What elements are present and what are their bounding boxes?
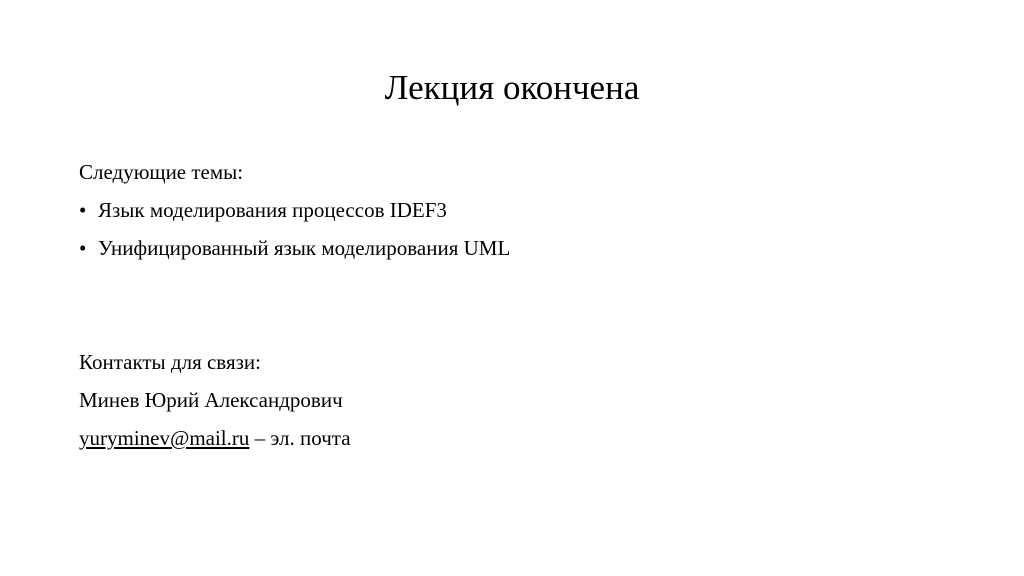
slide-title: Лекция окончена bbox=[384, 68, 640, 107]
slide-body bbox=[79, 153, 979, 457]
section-spacer bbox=[79, 267, 979, 343]
topic-item bbox=[79, 229, 979, 267]
next-topics-heading: Следующие темы: bbox=[79, 160, 244, 184]
contacts-heading: Контакты для связи: bbox=[79, 350, 261, 374]
topic-item-label: Унифицированный язык моделирования UML bbox=[98, 236, 511, 260]
email-suffix: – эл. почта bbox=[249, 426, 351, 450]
bullet-icon: • bbox=[79, 236, 87, 260]
contact-email-line bbox=[79, 419, 979, 457]
topic-item-label: Язык моделирования процессов IDEF3 bbox=[98, 198, 447, 222]
topic-item bbox=[79, 191, 979, 229]
bullet-icon: • bbox=[79, 198, 87, 222]
email-link[interactable]: yuryminev@mail.ru bbox=[79, 426, 250, 450]
contact-name: Минев Юрий Александрович bbox=[79, 388, 343, 412]
